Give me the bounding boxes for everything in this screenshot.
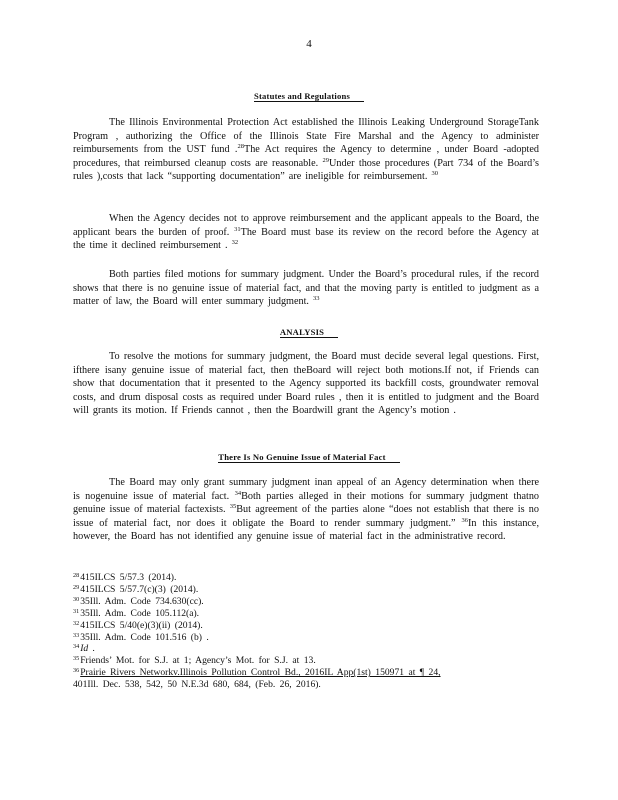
heading-no-genuine-issue-text: There Is No Genuine Issue of Material Fact bbox=[218, 452, 399, 463]
footnote-ref-31[interactable]: 31 bbox=[234, 225, 241, 233]
footnotes bbox=[73, 572, 543, 691]
paragraph-analysis: To resolve the motions for summary judgment, the Board must decide several legal questions. First, ifthere isany genuine issue of material fact, then theBoard will reject both motions.If not, if Friends can show that documentation that it presented to the Agency supported its backfill costs, groundwater removal costs, and drum disposal costs as required under Board rules , then it is entitled to judgment and the Board will grants its motion. If Friends cannot , then the Boardwill grant the Agency’s motion . bbox=[73, 351, 539, 417]
footnote-36: $^{36}$Prairie Rivers Networkv.Illinois Pollution Control Bd., 2016IL App(1st) 150971 at ¶ 24, bbox=[73, 667, 441, 679]
footnote-ref-35[interactable]: 35 bbox=[229, 503, 237, 511]
footnote-36-continued: 401Ill. Dec. 538, 542, 50 N.E.3d 680, 684, (Feb. 26, 2016). bbox=[73, 679, 321, 691]
heading-statutes bbox=[0, 90, 618, 104]
footnote-ref-34[interactable]: 34 bbox=[234, 489, 242, 497]
heading-no-genuine-issue bbox=[0, 451, 618, 465]
footnote-28: $^{28}$415ILCS 5/57.3 (2014). bbox=[73, 572, 177, 583]
footnote-ref-30[interactable]: 30 bbox=[431, 170, 438, 178]
footnote-33: $^{33}$35Ill. Adm. Code 101.516 (b) . bbox=[73, 631, 209, 643]
footnote-ref-29[interactable]: 29 bbox=[322, 156, 330, 164]
paragraph-statutes-1: The Illinois Environmental Protection Act established the Illinois Leaking Underground StorageTank Program , authorizing the Office of the Illinois State Fire Marshal and the Agency to administer reimbursements from the UST fund .$^{28}$The Act requires the Agency to determine , under Board -adopted procedures, that reimbursed cleanup costs are reasonable. $^{29}$Under those procedures (Part 734 of the Board’s rules ),costs that lack “supporting documentation” are ineligible for reimbursement. $^{30}$ bbox=[73, 117, 539, 183]
footnote-34: $^{34}$Id . bbox=[73, 643, 95, 655]
page-number: 4 bbox=[306, 38, 312, 50]
footnote-31: $^{31}$35Ill. Adm. Code 105.112(a). bbox=[73, 607, 200, 619]
heading-statutes-text: Statutes and Regulations bbox=[254, 91, 364, 102]
paragraph-statutes-2: When the Agency decides not to approve reimbursement and the applicant appeals to the Board, the applicant bears the burden of proof. $^{31}$The Board must base its review on the record before the Agency at the time it declined reimbursement . $^{32}$ bbox=[73, 213, 540, 252]
paragraph-statutes-3: Both parties filed motions for summary judgment. Under the Board’s procedural rules, if the record shows that there is no genuine issue of material fact, and that the moving party is entitled to judgment as a matter of law, the Board will enter summary judgment. $^{33}$ bbox=[73, 269, 539, 308]
footnote-ref-33[interactable]: 33 bbox=[313, 295, 320, 303]
paragraph-no-genuine-issue: The Board may only grant summary judgment inan appeal of an Agency determination when there is nogenuine issue of material fact. $^{34}$Both parties alleged in their motions for summary judgment thatno genuine issue of material factexists. $^{35}$But agreement of the parties alone “does not establish that there is no issue of material fact, nor does it obligate the Board to render summary judgment.” $^{36}$In this instance, however, the Board has not identified any genuine issue of material fact in the administrative record. bbox=[73, 477, 540, 543]
footnote-ref-36[interactable]: 36 bbox=[461, 516, 469, 524]
footnote-35: $^{35}$Friends’ Mot. for S.J. at 1; Agency’s Mot. for S.J. at 13. bbox=[73, 655, 316, 667]
footnote-29: $^{29}$415ILCS 5/57.7(c)(3) (2014). bbox=[73, 583, 199, 595]
footnote-ref-28[interactable]: 28 bbox=[237, 143, 244, 151]
heading-analysis-text: ANALYSIS bbox=[280, 327, 338, 338]
footnote-30: $^{30}$35Ill. Adm. Code 734.630(cc). bbox=[73, 595, 204, 607]
heading-analysis bbox=[0, 326, 618, 340]
footnote-32: $^{32}$415ILCS 5/40(e)(3)(ii) (2014). bbox=[73, 619, 203, 631]
footnote-ref-32[interactable]: 32 bbox=[231, 239, 239, 247]
